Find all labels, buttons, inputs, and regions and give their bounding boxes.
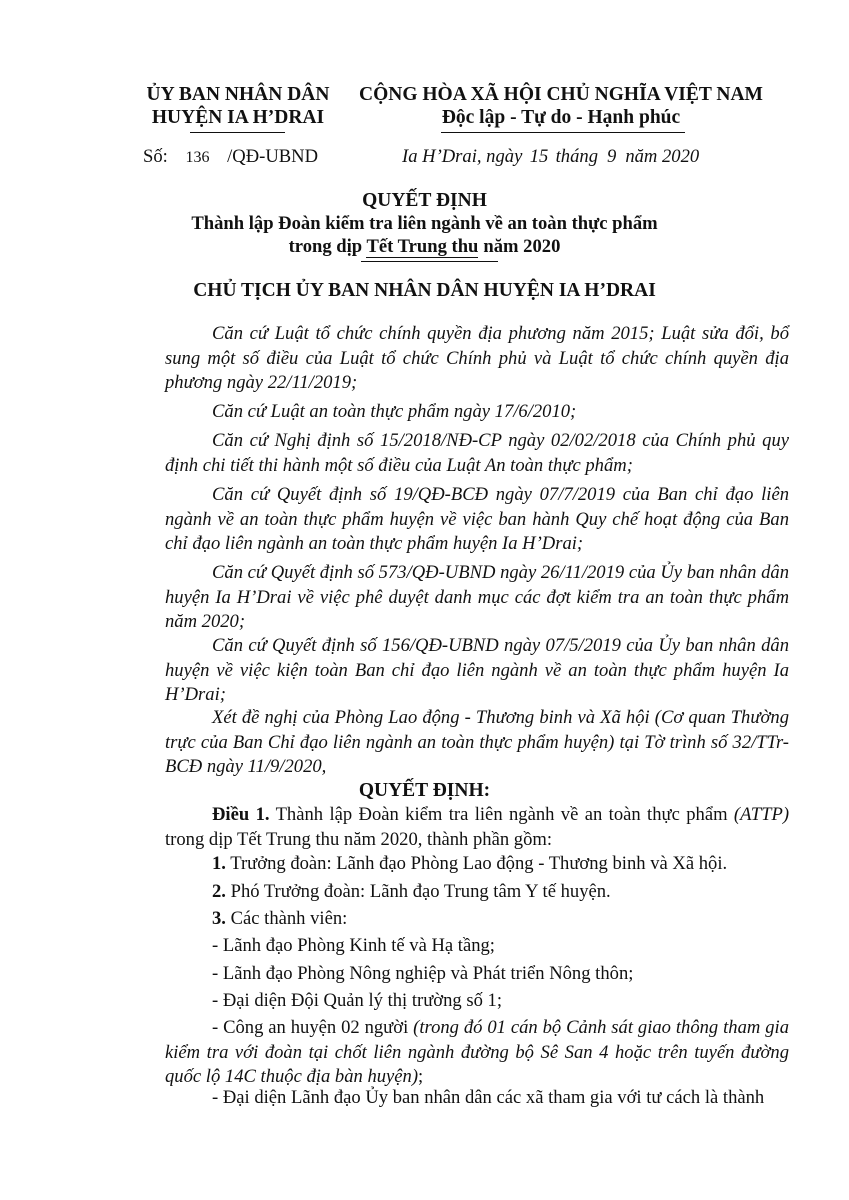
member-item: - Lãnh đạo Phòng Nông nghiệp và Phát triển Nông thôn; [212, 963, 634, 984]
item-text: Các thành viên: [230, 908, 348, 929]
member-item: - Đại diện Đội Quản lý thị trường số 1; [212, 990, 503, 1011]
agency-name-line2: HUYỆN IA H’DRAI [151, 107, 325, 128]
item-number: 2. [212, 881, 226, 902]
preamble-item: Căn cứ Luật an toàn thực phẩm ngày 17/6/2010; [212, 401, 577, 422]
police-note: (trong đó 01 cán bộ Cảnh sát giao thông tham gia kiểm tra với đoàn tại chốt liên ngành đường bộ Sê San 4 hoặc trên tuyến đường quốc lộ 14C thuộc địa bàn huyện) [165, 1017, 789, 1088]
preamble-item: Căn cứ Quyết định số 19/QĐ-BCĐ ngày 07/7/2019 của Ban chỉ đạo liên ngành về an toàn thực phẩm huyện về việc ban hành Quy chế hoạt động của Ban chỉ đạo liên ngành an toàn thực phẩm huyện Ia H’Drai; [165, 484, 789, 555]
list-item [165, 907, 789, 932]
title-underline [361, 261, 498, 262]
place-date-prefix: Ia H’Drai, ngày [402, 146, 523, 167]
article-1 [165, 803, 789, 852]
national-title: CỘNG HÒA XÃ HỘI CHỦ NGHĨA VIỆT NAM [359, 84, 763, 105]
doc-number-suffix: /QĐ-UBND [227, 146, 319, 167]
decision-heading: QUYẾT ĐỊNH: [358, 780, 491, 801]
preamble-item: Căn cứ Quyết định số 156/QĐ-UBND ngày 07/5/2019 của Ủy ban nhân dân huyện về việc kiện toàn Ban chỉ đạo liên ngành về an toàn thực phẩm huyện Ia H’Drai; [165, 635, 789, 706]
item-text: Trưởng đoàn: Lãnh đạo Phòng Lao động - Thương binh và Xã hội. [230, 853, 728, 874]
subject-part-a: trong dịp [288, 236, 363, 257]
document-subject-line2 [80, 236, 769, 258]
article-1-abbrev: (ATTP) [733, 804, 790, 825]
list-item [165, 880, 789, 905]
agency-underline [190, 132, 285, 133]
police-text: - Công an huyện 02 người [212, 1017, 409, 1038]
place-and-date [402, 146, 699, 168]
item-number: 1. [212, 853, 226, 874]
list-item [165, 852, 789, 877]
month-label: tháng [555, 146, 598, 167]
article-1-text: Thành lập Đoàn kiểm tra liên ngành về an toàn thực phẩm [275, 804, 728, 825]
preamble-item: Căn cứ Quyết định số 573/QĐ-UBND ngày 26/11/2019 của Ủy ban nhân dân huyện Ia H’Drai về việc phê duyệt danh mục các đợt kiểm tra an toàn thực phẩm năm 2020; [165, 562, 789, 633]
article-1-label: Điều 1. [212, 804, 270, 825]
member-item: - Lãnh đạo Phòng Kinh tế và Hạ tầng; [212, 935, 495, 956]
agency-name-line1: ỦY BAN NHÂN DÂN [146, 84, 330, 105]
doc-number-prefix: Số: [143, 146, 168, 167]
preamble-item: Xét đề nghị của Phòng Lao động - Thương binh và Xã hội (Cơ quan Thường trực của Ban Chỉ đạo liên ngành an toàn thực phẩm huyện) tại Tờ trình số 32/TTr-BCĐ ngày 11/9/2020, [165, 707, 789, 778]
national-motto: Độc lập - Tự do - Hạnh phúc [441, 107, 681, 128]
subject-underlined: Tết Trung thu [366, 236, 479, 257]
article-1-text-cont: trong dịp Tết Trung thu năm 2020, thành phần gồm: [165, 828, 553, 850]
motto-underline [441, 132, 685, 133]
item-number: 3. [212, 908, 226, 929]
document-number [143, 146, 318, 168]
item-text: Phó Trưởng đoàn: Lãnh đạo Trung tâm Y tế huyện. [230, 881, 611, 902]
date-month: 9 [607, 146, 617, 167]
issuing-authority: CHỦ TỊCH ỦY BAN NHÂN DÂN HUYỆN IA H’DRAI [193, 280, 656, 301]
year-label: năm 2020 [625, 146, 700, 167]
member-item-communes: - Đại diện Lãnh đạo Ủy ban nhân dân các xã tham gia với tư cách là thành [212, 1087, 765, 1108]
member-item-police [165, 1016, 789, 1090]
preamble-item: Căn cứ Luật tổ chức chính quyền địa phương năm 2015; Luật sửa đổi, bổ sung một số điều của Luật tổ chức Chính phủ và Luật tổ chức chính quyền địa phương ngày 22/11/2019; [165, 323, 789, 394]
date-day: 15 [529, 146, 549, 167]
document-subject-line1: Thành lập Đoàn kiểm tra liên ngành về an toàn thực phẩm [191, 213, 658, 234]
subject-part-c: năm 2020 [483, 236, 561, 257]
police-end: ; [418, 1066, 424, 1088]
preamble-item: Căn cứ Nghị định số 15/2018/NĐ-CP ngày 02/02/2018 của Chính phủ quy định chi tiết thi hành một số điều của Luật An toàn thực phẩm; [165, 430, 789, 476]
document-type: QUYẾT ĐỊNH [362, 190, 487, 211]
doc-number-value: 136 [185, 149, 210, 166]
